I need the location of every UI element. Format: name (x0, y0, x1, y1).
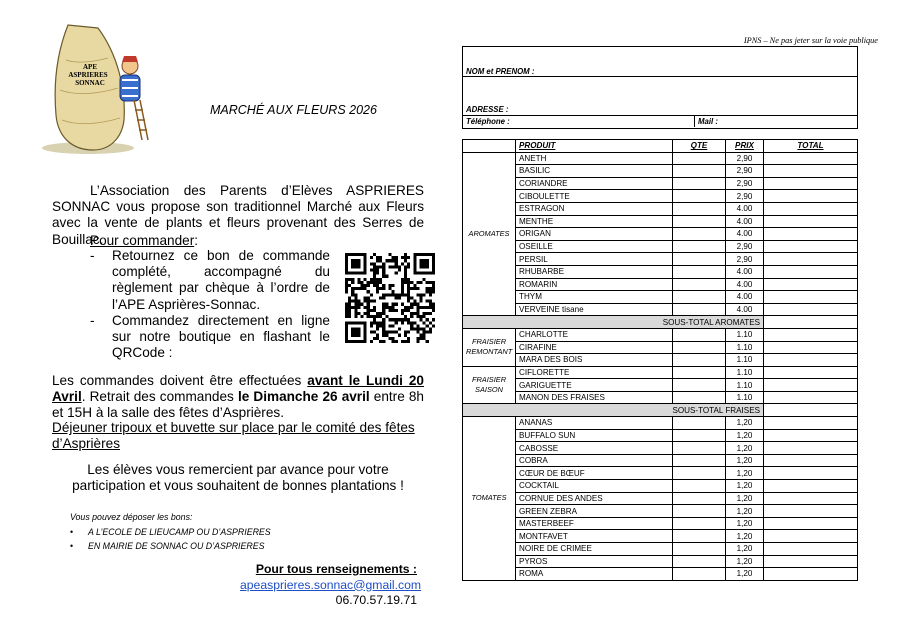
category-cell: AROMATES (463, 152, 516, 316)
table-row (463, 517, 858, 530)
price-cell: 1,20 (726, 517, 764, 530)
table-row (463, 379, 858, 392)
qty-cell[interactable] (673, 265, 726, 278)
table-row (463, 278, 858, 291)
product-name: CIRAFINE (516, 341, 673, 354)
price-cell: 2,90 (726, 253, 764, 266)
qty-cell[interactable] (673, 379, 726, 392)
subtotal-value-cell[interactable] (764, 316, 858, 329)
total-cell[interactable] (764, 366, 858, 379)
product-name: NOIRE DE CRIMEE (516, 543, 673, 556)
table-row (463, 265, 858, 278)
total-cell[interactable] (764, 265, 858, 278)
deadline-date: avant le Lundi 20 Avril (52, 373, 424, 405)
product-name: CŒUR DE BŒUF (516, 467, 673, 480)
product-name: CORNUE DES ANDES (516, 492, 673, 505)
price-cell: 4.00 (726, 202, 764, 215)
price-cell: 1,20 (726, 492, 764, 505)
total-cell[interactable] (764, 568, 858, 581)
total-cell[interactable] (764, 417, 858, 430)
contact-heading: Pour tous renseignements : (255, 562, 417, 576)
qty-cell[interactable] (673, 467, 726, 480)
product-name: GARIGUETTE (516, 379, 673, 392)
mail-label: Mail : (698, 117, 718, 126)
drop-off-list (70, 525, 271, 553)
table-row (463, 417, 858, 430)
table-row (463, 429, 858, 442)
contact-block (240, 562, 422, 609)
total-cell[interactable] (764, 303, 858, 316)
order-instruction-item: - Retournez ce bon de commande complété, accompagné du règlement par chèque à l’ordre de l’APE Asprières-Sonnac. (90, 248, 330, 312)
product-name: BUFFALO SUN (516, 429, 673, 442)
qty-cell[interactable] (673, 291, 726, 304)
drop-off-item: • A L’ECOLE DE LIEUCAMP OU D’ASPRIERES (70, 525, 271, 539)
price-cell: 1,20 (726, 555, 764, 568)
price-cell: 2,90 (726, 165, 764, 178)
total-cell[interactable] (764, 354, 858, 367)
order-instruction-text: Retournez ce bon de commande complété, accompagné du règlement par chèque à l’ordre de l’APE Asprières-Sonnac. (112, 248, 330, 312)
total-cell[interactable] (764, 555, 858, 568)
product-name: MONTFAVET (516, 530, 673, 543)
table-row (463, 530, 858, 543)
phone-label: Téléphone : (466, 117, 510, 126)
product-name: THYM (516, 291, 673, 304)
total-cell[interactable] (764, 190, 858, 203)
table-row (463, 442, 858, 455)
subtotal-label: SOUS-TOTAL AROMATES (463, 316, 764, 329)
address-row[interactable] (463, 77, 857, 116)
total-cell[interactable] (764, 480, 858, 493)
total-cell[interactable] (764, 152, 858, 165)
total-cell[interactable] (764, 454, 858, 467)
qty-cell[interactable] (673, 543, 726, 556)
product-name: MARA DES BOIS (516, 354, 673, 367)
table-row (463, 467, 858, 480)
price-cell: 4.00 (726, 265, 764, 278)
name-row[interactable] (463, 47, 857, 77)
total-cell[interactable] (764, 517, 858, 530)
contact-row (463, 116, 857, 127)
drop-off-title: Vous pouvez déposer les bons: (70, 512, 193, 522)
total-cell[interactable] (764, 328, 858, 341)
qty-cell[interactable] (673, 177, 726, 190)
table-row (463, 568, 858, 581)
deadline-text-2: . Retrait des commandes (81, 389, 238, 405)
category-cell: TOMATES (463, 417, 516, 581)
lunch-notice: Déjeuner tripoux et buvette sur place par le comité des fêtes d’Asprières (52, 420, 415, 452)
product-name: PYROS (516, 555, 673, 568)
total-cell[interactable] (764, 202, 858, 215)
product-name: CABOSSE (516, 442, 673, 455)
price-cell: 1,20 (726, 480, 764, 493)
table-row (463, 454, 858, 467)
qty-cell[interactable] (673, 366, 726, 379)
total-cell[interactable] (764, 240, 858, 253)
page-title: MARCHÉ AUX FLEURS 2026 (210, 103, 377, 117)
price-cell: 4.00 (726, 278, 764, 291)
table-row (463, 177, 858, 190)
drop-off-section (70, 512, 271, 553)
total-cell[interactable] (764, 442, 858, 455)
price-cell: 1,20 (726, 568, 764, 581)
order-table (462, 139, 858, 581)
table-row (463, 291, 858, 304)
subtotal-value-cell[interactable] (764, 404, 858, 417)
price-cell: 2,90 (726, 190, 764, 203)
category-cell: FRAISIER REMONTANT (463, 328, 516, 366)
price-cell: 2,90 (726, 152, 764, 165)
total-cell[interactable] (764, 253, 858, 266)
total-cell[interactable] (764, 165, 858, 178)
product-name: ANETH (516, 152, 673, 165)
qty-cell[interactable] (673, 517, 726, 530)
subtotal-row (463, 404, 858, 417)
table-row (463, 215, 858, 228)
price-cell: 1,20 (726, 530, 764, 543)
qty-cell[interactable] (673, 505, 726, 518)
price-cell: 1.10 (726, 379, 764, 392)
mail-field[interactable] (725, 116, 855, 127)
total-cell[interactable] (764, 341, 858, 354)
total-cell[interactable] (764, 291, 858, 304)
qty-cell[interactable] (673, 354, 726, 367)
product-name: COCKTAIL (516, 480, 673, 493)
ape-logo (38, 20, 156, 155)
customer-form (462, 46, 858, 129)
table-row (463, 240, 858, 253)
product-name: ESTRAGON (516, 202, 673, 215)
product-name: GREEN ZEBRA (516, 505, 673, 518)
contact-email-link[interactable]: apeasprieres.sonnac@gmail.com (240, 577, 422, 592)
deadline-paragraph (52, 373, 424, 422)
category-cell: FRAISIER SAISON (463, 366, 516, 404)
table-row (463, 328, 858, 341)
qty-cell[interactable] (673, 240, 726, 253)
qty-cell[interactable] (673, 391, 726, 404)
qty-cell[interactable] (673, 190, 726, 203)
qty-cell[interactable] (673, 215, 726, 228)
product-name: VERVEINE tisane (516, 303, 673, 316)
total-cell[interactable] (764, 530, 858, 543)
price-cell: 1.10 (726, 366, 764, 379)
table-row (463, 303, 858, 316)
table-row (463, 253, 858, 266)
qty-cell[interactable] (673, 165, 726, 178)
qrcode-image[interactable] (345, 253, 435, 343)
price-cell: 1,20 (726, 442, 764, 455)
name-label: NOM et PRENOM : (466, 67, 535, 76)
header-qty: QTE (673, 140, 726, 153)
header-price: PRIX (726, 140, 764, 153)
price-cell: 1.10 (726, 328, 764, 341)
thanks-paragraph: Les élèves vous remercient par avance pour votre participation et vous souhaitent de bonnes plantations ! (72, 462, 404, 494)
table-row (463, 190, 858, 203)
logo-text-2: ASPRIERES (68, 71, 108, 79)
total-cell[interactable] (764, 278, 858, 291)
qty-cell[interactable] (673, 303, 726, 316)
table-row (463, 152, 858, 165)
total-cell[interactable] (764, 228, 858, 241)
order-heading-text: Pour commander (90, 233, 195, 248)
ipns-notice: IPNS – Ne pas jeter sur la voie publique (743, 36, 878, 45)
price-cell: 1.10 (726, 341, 764, 354)
price-cell: 4.00 (726, 215, 764, 228)
header-category (463, 140, 516, 153)
form-divider (694, 116, 695, 127)
header-product: PRODUIT (516, 140, 673, 153)
price-cell: 1.10 (726, 391, 764, 404)
order-heading-colon: : (194, 233, 199, 248)
table-header-row (463, 140, 858, 153)
drop-off-item: • EN MAIRIE DE SONNAC OU D’ASPRIERES (70, 539, 271, 553)
qty-cell[interactable] (673, 341, 726, 354)
table-row (463, 480, 858, 493)
table-row (463, 366, 858, 379)
product-name: MENTHE (516, 215, 673, 228)
product-name: ANANAS (516, 417, 673, 430)
table-row (463, 391, 858, 404)
product-name: ROMA (516, 568, 673, 581)
product-name: ORIGAN (516, 228, 673, 241)
product-name: MASTERBEEF (516, 517, 673, 530)
product-name: ROMARIN (516, 278, 673, 291)
qty-cell[interactable] (673, 480, 726, 493)
price-cell: 1,20 (726, 505, 764, 518)
total-cell[interactable] (764, 379, 858, 392)
price-cell: 4.00 (726, 291, 764, 304)
qty-cell[interactable] (673, 429, 726, 442)
product-name: COBRA (516, 454, 673, 467)
qty-cell[interactable] (673, 530, 726, 543)
total-cell[interactable] (764, 215, 858, 228)
price-cell: 1.10 (726, 354, 764, 367)
product-name: CORIANDRE (516, 177, 673, 190)
total-cell[interactable] (764, 492, 858, 505)
qty-cell[interactable] (673, 568, 726, 581)
qty-cell[interactable] (673, 555, 726, 568)
table-row (463, 228, 858, 241)
deadline-text-3: entre 8h et 15H à la salle des fêtes d’Asprières. (52, 389, 424, 421)
product-name: MANON DES FRAISES (516, 391, 673, 404)
table-row (463, 555, 858, 568)
price-cell: 1,20 (726, 467, 764, 480)
qty-cell[interactable] (673, 228, 726, 241)
logo-text-3: SONNAC (75, 79, 105, 87)
qty-cell[interactable] (673, 454, 726, 467)
price-cell: 1,20 (726, 429, 764, 442)
total-cell[interactable] (764, 543, 858, 556)
price-cell: 1,20 (726, 454, 764, 467)
price-cell: 2,90 (726, 177, 764, 190)
total-cell[interactable] (764, 429, 858, 442)
table-row (463, 492, 858, 505)
qty-cell[interactable] (673, 152, 726, 165)
total-cell[interactable] (764, 177, 858, 190)
order-instruction-item: - Commandez directement en ligne sur notre boutique en flashant le QRCode : (90, 312, 330, 361)
qty-cell[interactable] (673, 278, 726, 291)
deadline-text-1: Les commandes doivent être effectuées (52, 373, 308, 388)
product-name: PERSIL (516, 253, 673, 266)
product-name: CHARLOTTE (516, 328, 673, 341)
table-row (463, 543, 858, 556)
qty-cell[interactable] (673, 442, 726, 455)
qty-cell[interactable] (673, 202, 726, 215)
total-cell[interactable] (764, 467, 858, 480)
price-cell: 4.00 (726, 228, 764, 241)
product-name: BASILIC (516, 165, 673, 178)
price-cell: 1,20 (726, 543, 764, 556)
product-name: RHUBARBE (516, 265, 673, 278)
total-cell[interactable] (764, 391, 858, 404)
price-cell: 1,20 (726, 417, 764, 430)
contact-phone: 06.70.57.19.71 (335, 593, 417, 607)
table-row (463, 341, 858, 354)
product-name: CIBOULETTE (516, 190, 673, 203)
table-row (463, 505, 858, 518)
price-cell: 2,90 (726, 240, 764, 253)
qty-cell[interactable] (673, 253, 726, 266)
order-instructions (90, 248, 330, 361)
total-cell[interactable] (764, 505, 858, 518)
subtotal-label: SOUS-TOTAL FRAISES (463, 404, 764, 417)
product-name: OSEILLE (516, 240, 673, 253)
order-heading (90, 233, 198, 248)
logo-text-1: APE (83, 63, 97, 71)
price-cell: 4.00 (726, 303, 764, 316)
product-name: CIFLORETTE (516, 366, 673, 379)
table-row (463, 165, 858, 178)
phone-field[interactable] (466, 116, 693, 127)
qty-cell[interactable] (673, 417, 726, 430)
qty-cell[interactable] (673, 492, 726, 505)
table-row (463, 354, 858, 367)
subtotal-row (463, 316, 858, 329)
header-total: TOTAL (764, 140, 858, 153)
pickup-date: le Dimanche 26 avril (237, 389, 370, 405)
table-row (463, 202, 858, 215)
order-instruction-text: Commandez directement en ligne sur notre boutique en flashant le QRCode : (112, 312, 330, 361)
address-label: ADRESSE : (466, 105, 509, 114)
intro-paragraph: L’Association des Parents d’Elèves ASPRIERES SONNAC vous propose son traditionnel Marché aux Fleurs avec la vente de plants et fleurs provenant des Serres de Bouillac. (52, 183, 424, 247)
qty-cell[interactable] (673, 328, 726, 341)
